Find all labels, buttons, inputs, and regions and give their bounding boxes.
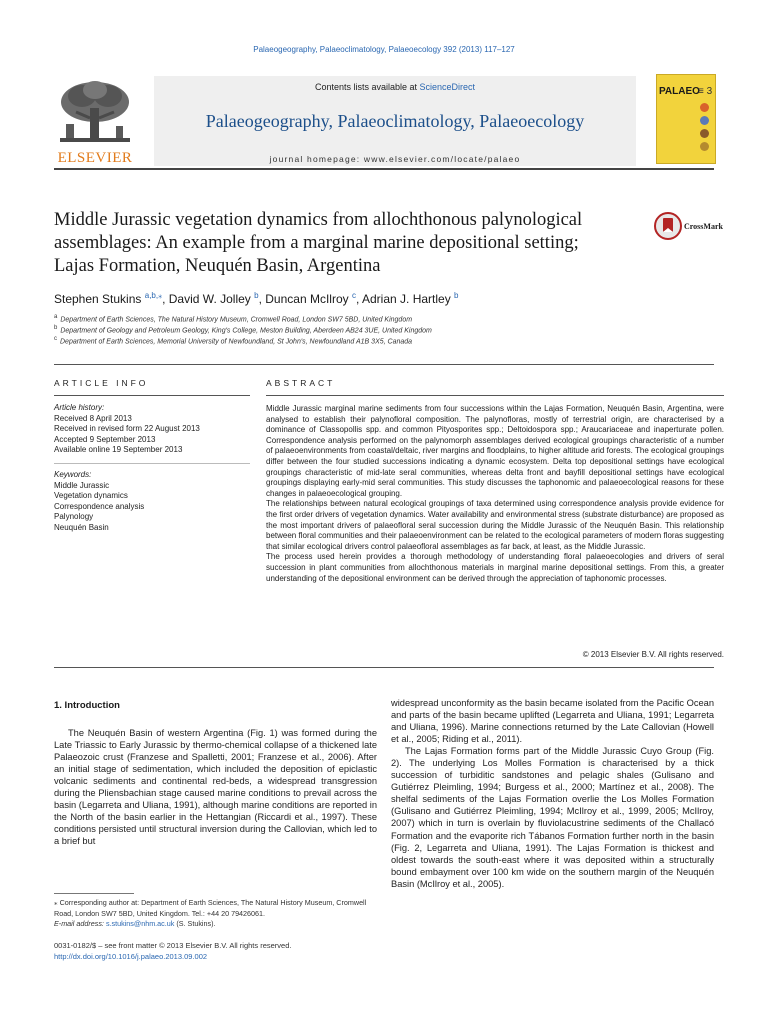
author-separator: , [258,292,266,306]
cover-title: PALAEO [659,86,700,97]
cover-subtitle: ≡ 3 [698,86,713,97]
keyword: Vegetation dynamics [54,491,128,500]
issn-line: 0031-0182/$ – see front matter © 2013 Elsevier B.V. All rights reserved. [54,941,292,950]
journal-reference[interactable]: Palaeogeography, Palaeoclimatology, Palaeoecology 392 (2013) 117–127 [253,45,515,54]
contents-line [154,82,636,92]
title-line: Lajas Formation, Neuquén Basin, Argentina [54,256,381,276]
crossmark-badge[interactable] [654,212,723,240]
title-line: Middle Jurassic vegetation dynamics from allochthonous palynological [54,210,583,230]
affiliation-marker: c [54,336,57,342]
abstract-paragraph: The process used herein provides a thorough methodology of understanding floral palaeoecologies and drivers of seral succession in plant communities from allochthonous materials in marginal marine depositional settings. From this, a greater understanding of the depositional environment can be derived through the appreciation of taphonomic processes. [266,552,724,583]
author-name[interactable]: Duncan McIlroy [265,292,349,306]
left-column [54,727,377,847]
front-matter [54,940,291,962]
email-link[interactable]: s.stukins@nhm.ac.uk [105,919,175,928]
email-label: E-mail address: [54,919,106,928]
abstract-paragraph: Middle Jurassic marginal marine sediments from four successions within the Lajas Formation, Neuquén Basin, Argentina, were analysed to establish their palynofloral composition. The palynofloras, mostly of terrestrial origin, are characterised by a dominance of Classopollis spp. and common Pityosporites spp.; Deltoidospora spp.; Araucariaceae and inaperturate pollen. Correspondence analysis performed on the palynomorph assemblages derived ecological groupings characteristic of a number of palaeoenvironments from coastal/deltaic, river margins and floodplains, to higher altitude arid forests. The ecological groupings differ between the four studied successions indicating a dynamic ecosystem. Delta top depositional settings have ecological groupings characteristic of mid-late seral communities, whereas delta front and bayfill depositional settings have ecological groupings displaying early-mid seral communities. This study discusses the taphonomic and palaeoecological reasons for these changes in palaeoecological grouping. [266,404,724,498]
keywords [54,470,144,533]
section-heading: 1. Introduction [54,700,120,711]
history-item: Received in revised form 22 August 2013 [54,424,200,433]
doi-link[interactable]: http://dx.doi.org/10.1016/j.palaeo.2013.09.002 [54,952,208,961]
abstract-bottom-divider [54,667,714,668]
cover-dot-icon [700,142,709,151]
keyword: Correspondence analysis [54,501,145,511]
author-name[interactable]: David W. Jolley [168,292,251,306]
banner-divider [54,168,714,170]
abstract-divider [266,395,724,396]
keyword: Palynology [54,512,94,521]
header-divider [54,364,714,365]
email-suffix: (S. Stukins). [174,919,216,928]
abstract-paragraph: The relationships between natural ecological groupings of taxa determined using correspondence analysis provide evidence for the first order drivers of vegetation dynamics. Water availability and environmental stress (substrate disturbance) are proposed as the most important drivers of palaeofloral seral succession during the Middle Jurassic of the Neuquén Basin. This relationship between floral communities and their palaeoenvironment can be related to the ecological parameters of modern floras suggesting that similar ecological drivers control palaeofloral assemblages as far back, at least, as the Middle Jurassic. [266,499,724,551]
affiliation-text: Department of Earth Sciences, Memorial University of Newfoundland, St John's, Newfoundland A1B 3X5, Canada [60,338,413,346]
footnote-email-line [54,919,377,930]
affiliation-text: Department of Earth Sciences, The Natural History Museum, Cromwell Road, London SW7 5BD, United Kingdom [60,316,413,324]
article-history [54,403,200,456]
keyword: Middle Jurassic [54,480,110,490]
info-divider [54,395,250,396]
history-item: Received 8 April 2013 [54,413,132,423]
cover-dot-icon [700,116,709,125]
cover-dot-icon [700,129,709,138]
abstract-copyright: © 2013 Elsevier B.V. All rights reserved. [582,650,724,659]
cover-dot-icon [700,103,709,112]
author-separator: , [162,292,169,306]
crossmark-label: CrossMark [684,221,723,231]
footnote-corresponding: ⁎ Corresponding author at: Department of Earth Sciences, The Natural History Museum, Cromwell Road, London SW7 5BD, United Kingdom. Tel.: +44 20 79426061. [54,898,367,918]
history-item: Accepted 9 September 2013 [54,434,156,444]
author-affiliation-marker[interactable]: c [351,291,356,300]
author-affiliation-marker[interactable]: b [454,291,459,300]
author-name[interactable]: Stephen Stukins [54,292,142,306]
keywords-label: Keywords: [54,470,92,479]
author-affiliation-marker[interactable]: b [254,291,259,300]
body-paragraph: widespread unconformity as the basin became isolated from the Pacific Ocean and parts of the basin became uplifted (Legarreta and Uliana, 1991; Legarreta and Uliana, 1996). Marine connections returned by the Late Callovian (Howell et al., 2005; Riding et al., 2011). [391,698,714,745]
right-column [391,697,714,890]
title-line: assemblages: An example from a marginal marine depositional setting; [54,233,579,253]
body-paragraph: The Lajas Formation forms part of the Middle Jurassic Cuyo Group (Fig. 2). The underlying Los Molles Formation is characterised by a thick succession of turbiditic sandstones and pelagic shales (Gulisano and Gutiérrez Pleimling, 1994; Burgess et al., 2000; Martínez et al., 2008). The shelfal sediments of the Lajas Formation overlie the Los Molles Formation (Gulisano and Gutiérrez Pleimling, 1994; McIlroy et al., 1999, 2005; McIlroy, 2007) which in turn is overlain by fluviolacustrine sediments of the Challacó Formation and the evaporite rich Tábanos Formation further north in the basin (Fig. 2, Legarreta and Uliana, 1991). The Lajas Formation is thickest and oldest towards the south-east where it was deposited within a structurally bound embayment over 100 km wide on the southern margin of the Neuquén Basin (McIlroy et al., 2005). [391,746,714,889]
author-affiliation-marker[interactable]: a,b,⁎ [144,291,163,300]
contents-prefix: Contents lists available at [314,82,420,92]
footnote-rule [54,893,134,894]
abstract-body [266,404,724,584]
elsevier-wordmark: ELSEVIER [57,150,133,166]
affiliation [54,314,412,323]
elsevier-tree-logo [54,78,136,146]
sciencedirect-link[interactable]: ScienceDirect [419,82,476,92]
crossmark-icon [654,212,682,240]
affiliation [54,325,432,334]
author-list [54,291,459,306]
footnote [54,898,377,930]
affiliation-text: Department of Geology and Petroleum Geology, King's College, Meston Building, Aberdeen AB24 3UE, United Kingdom [60,327,432,335]
journal-title: Palaeogeography, Palaeoclimatology, Palaeoecology [205,111,585,131]
keyword: Neuquén Basin [54,522,109,532]
article-title [54,209,634,278]
keywords-divider [54,463,250,464]
affiliation [54,336,412,345]
journal-homepage[interactable]: journal homepage: www.elsevier.com/locate/palaeo [269,154,521,164]
history-label: Article history: [54,403,105,412]
history-item: Available online 19 September 2013 [54,445,183,454]
author-name[interactable]: Adrian J. Hartley [362,292,451,306]
abstract-heading: ABSTRACT [266,378,336,388]
article-info-heading: ARTICLE INFO [54,378,149,388]
affiliation-marker: a [54,314,58,320]
affiliation-marker: b [54,325,58,331]
body-paragraph: The Neuquén Basin of western Argentina (Fig. 1) was formed during the Late Triassic to Early Jurassic by thermo-chemical collapse of a thickened late Palaeozoic crust (Franzese and Spalletti, 2001; Franzese et al., 2006). After an initial stage of sedimentation, which included the deposition of epiclastic volcanic sediments and continental red-beds, a widespread transgression during the Pliensbachian stage caused marine conditions to prevail across the basin (Legarreta and Uliana, 1991), although marine conditions are reported in the North of the basin earlier in the Hettangian (Riccardi et al., 1997). These conditions persisted until structural inversion during the Callovian, which led to a brief but [54,728,378,847]
author-separator: , [355,292,362,306]
